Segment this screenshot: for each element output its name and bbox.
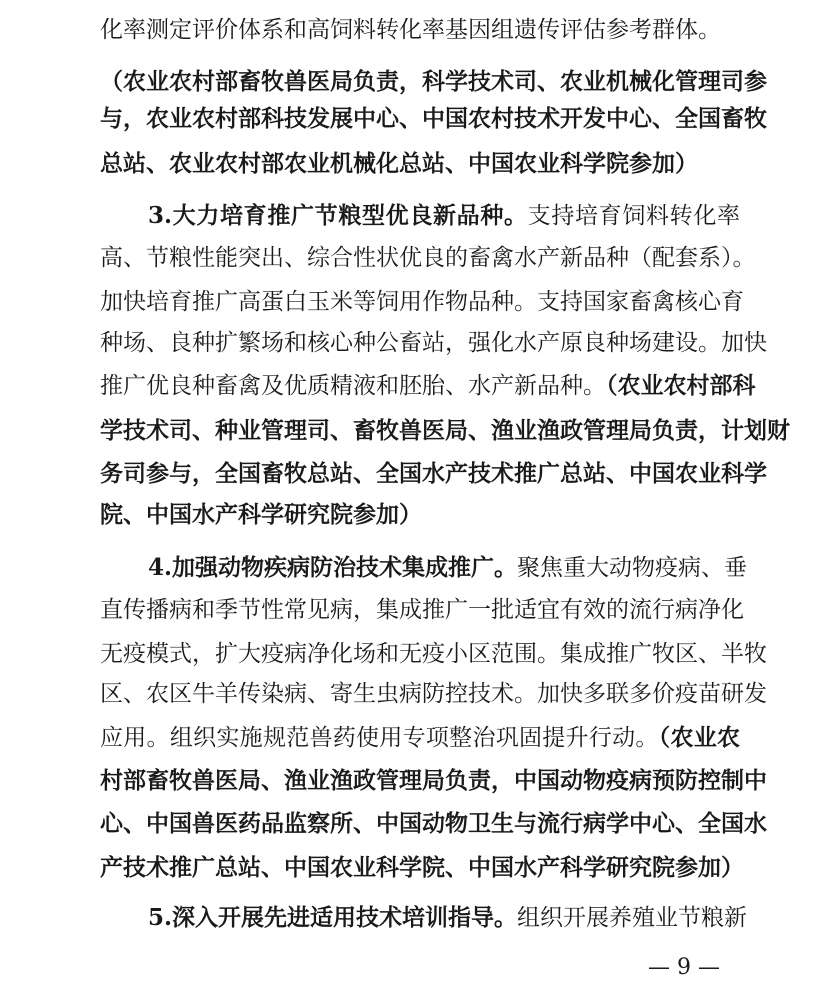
text-segment: 种场、良种扩繁场和核心种公畜站，强化水产原良种场建设。加快 [100, 330, 767, 356]
bold-text-segment: 4.加强动物疾病防治技术集成推广。 [148, 554, 518, 581]
text-line [100, 850, 744, 886]
text-line [100, 284, 744, 320]
text-line [100, 806, 767, 842]
text-segment: 推广优良种畜禽及优质精液和胚胎、水产新品种。 [100, 373, 606, 399]
text-line [100, 413, 790, 449]
text-line [100, 497, 740, 533]
text-segment: 应用。组织实施规范兽药使用专项整治巩固提升行动。 [100, 725, 659, 751]
text-segment: 直传播病和季节性常见病，集成推广一批适宜有效的流行病净化 [100, 597, 744, 623]
text-segment: 支持培育饲料转化率 [527, 203, 740, 229]
text-line [100, 64, 767, 100]
page-number: — 9 — [648, 955, 720, 980]
text-line [100, 763, 767, 799]
text-line [100, 240, 756, 276]
text-line [148, 900, 748, 936]
text-line [148, 198, 740, 234]
text-segment: 化率测定评价体系和高饲料转化率基因组遗传评估参考群体。 [100, 17, 721, 43]
bold-text-segment: 与，农业农村部科技发展中心、中国农村技术开发中心、全国畜牧 [100, 105, 767, 132]
text-segment: 无疫模式，扩大疫病净化场和无疫小区范围。集成推广牧区、半牧 [100, 641, 767, 667]
text-line [148, 550, 748, 586]
text-line [100, 456, 767, 492]
bold-text-segment: 3.大力培育推广节粮型优良新品种。 [148, 202, 528, 229]
bold-text-segment: 5.深入开展先进适用技术培训指导。 [148, 904, 518, 931]
text-line [100, 12, 740, 48]
bold-text-segment: 村部畜牧兽医局、渔业渔政管理局负责，中国动物疫病预防控制中 [100, 767, 767, 794]
text-line [100, 720, 740, 756]
bold-text-segment: 产技术推广总站、中国农业科学院、中国水产科学研究院参加） [100, 854, 744, 881]
text-segment: 组织开展养殖业节粮新 [517, 905, 748, 931]
text-segment: 聚焦重大动物疫病、垂 [517, 555, 748, 581]
text-line [100, 325, 767, 361]
text-line [100, 592, 744, 628]
bold-text-segment: （农业农村部科 [606, 372, 756, 399]
text-line [100, 636, 767, 672]
bold-text-segment: 学技术司、种业管理司、畜牧兽医局、渔业渔政管理局负责，计划财 [100, 417, 790, 444]
bold-text-segment: 总站、农业农村部农业机械化总站、中国农业科学院参加） [100, 150, 698, 177]
text-line [100, 101, 767, 137]
text-segment: 高、节粮性能突出、综合性状优良的畜禽水产新品种（配套系）。 [100, 245, 756, 271]
text-line [100, 676, 767, 712]
bold-text-segment: （农业农 [658, 724, 741, 751]
bold-text-segment: 院、中国水产科学研究院参加） [100, 501, 422, 528]
bold-text-segment: 心、中国兽医药品监察所、中国动物卫生与流行病学中心、全国水 [100, 810, 767, 837]
bold-text-segment: 务司参与，全国畜牧总站、全国水产技术推广总站、中国农业科学 [100, 460, 767, 487]
text-line [100, 146, 740, 182]
bold-text-segment: （农业农村部畜牧兽医局负责，科学技术司、农业机械化管理司参 [100, 68, 767, 95]
text-line [100, 368, 756, 404]
text-segment: 加快培育推广高蛋白玉米等饲用作物品种。支持国家畜禽核心育 [100, 289, 744, 315]
text-segment: 区、农区牛羊传染病、寄生虫病防控技术。加快多联多价疫苗研发 [100, 681, 767, 707]
